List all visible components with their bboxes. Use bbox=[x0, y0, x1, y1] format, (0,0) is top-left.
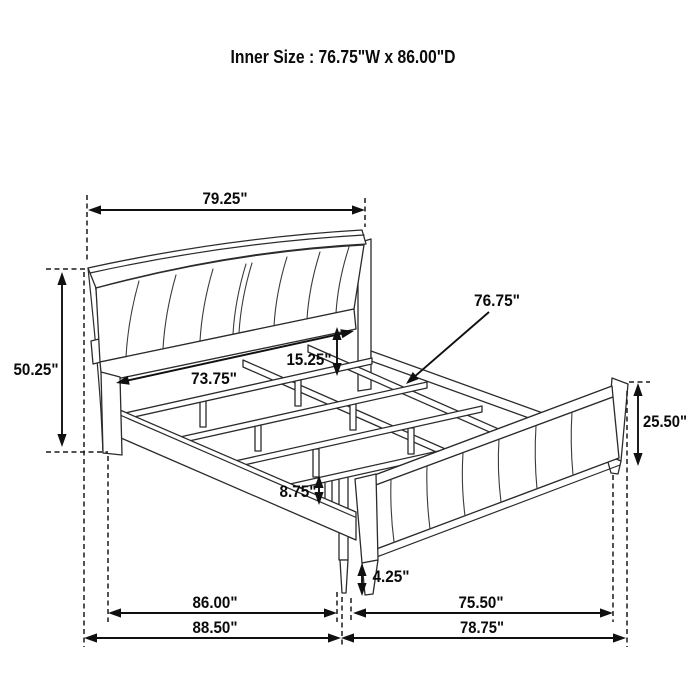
dim-inner-length-arrowhead bbox=[108, 608, 121, 617]
dim-headboard-height bbox=[14, 272, 67, 447]
dim-footboard-height-arrowhead bbox=[633, 383, 642, 396]
dim-footboard-outer-width-label: 78.75" bbox=[460, 618, 504, 637]
dim-headboard-height-arrowhead bbox=[57, 434, 66, 447]
dim-footboard-height-label: 25.50" bbox=[643, 412, 687, 431]
dim-overall-length bbox=[84, 618, 341, 643]
dim-overall-length-arrowhead bbox=[328, 633, 341, 642]
dim-overall-length-label: 88.50" bbox=[192, 618, 238, 637]
dim-inner-length-label: 86.00" bbox=[192, 593, 238, 612]
dim-headboard-height-arrowhead bbox=[57, 272, 66, 285]
dim-footboard-outer-width bbox=[341, 618, 626, 643]
dim-footboard-leg-height-label: 4.25" bbox=[372, 567, 410, 586]
dim-headboard-width-arrowhead bbox=[88, 205, 101, 214]
dim-slat-width bbox=[406, 291, 520, 384]
dim-overall-length-arrowhead bbox=[84, 633, 97, 642]
footboard bbox=[355, 378, 628, 595]
dim-footboard-height-arrowhead bbox=[633, 453, 642, 466]
dim-slat-width-label: 76.75" bbox=[474, 291, 520, 310]
dim-footboard-inner-width bbox=[353, 593, 613, 618]
dim-footboard-outer-width-arrowhead bbox=[613, 633, 626, 642]
dim-footboard-inner-width-arrowhead bbox=[600, 608, 613, 617]
dim-headboard-width-arrowhead bbox=[352, 205, 365, 214]
dim-headboard-inner-width-label: 73.75" bbox=[191, 369, 237, 388]
dim-footboard-outer-width-arrowhead bbox=[341, 633, 354, 642]
dim-panel-to-slat-height-label: 15.25" bbox=[286, 350, 332, 369]
dim-slat-width-line bbox=[414, 312, 489, 377]
foot-center-leg-tip bbox=[340, 560, 348, 593]
dim-headboard-width bbox=[88, 189, 365, 215]
dim-footboard-height bbox=[633, 383, 687, 466]
headboard-left-leg bbox=[101, 372, 122, 455]
dim-headboard-inner-width-arrowhead bbox=[340, 329, 354, 338]
dim-inner-length bbox=[108, 593, 337, 618]
footboard-left-post bbox=[355, 474, 378, 563]
dim-footboard-inner-width-label: 75.50" bbox=[458, 593, 504, 612]
dim-slat-leg-height-label: 8.75" bbox=[279, 482, 317, 501]
dim-inner-length-arrowhead bbox=[324, 608, 337, 617]
bed-drawing bbox=[88, 230, 628, 595]
dim-headboard-height-label: 50.25" bbox=[13, 360, 59, 379]
dim-footboard-inner-width-arrowhead bbox=[353, 608, 366, 617]
dim-headboard-width-label: 79.25" bbox=[202, 189, 248, 208]
page-title: Inner Size : 76.75"W x 86.00"D bbox=[230, 46, 456, 67]
